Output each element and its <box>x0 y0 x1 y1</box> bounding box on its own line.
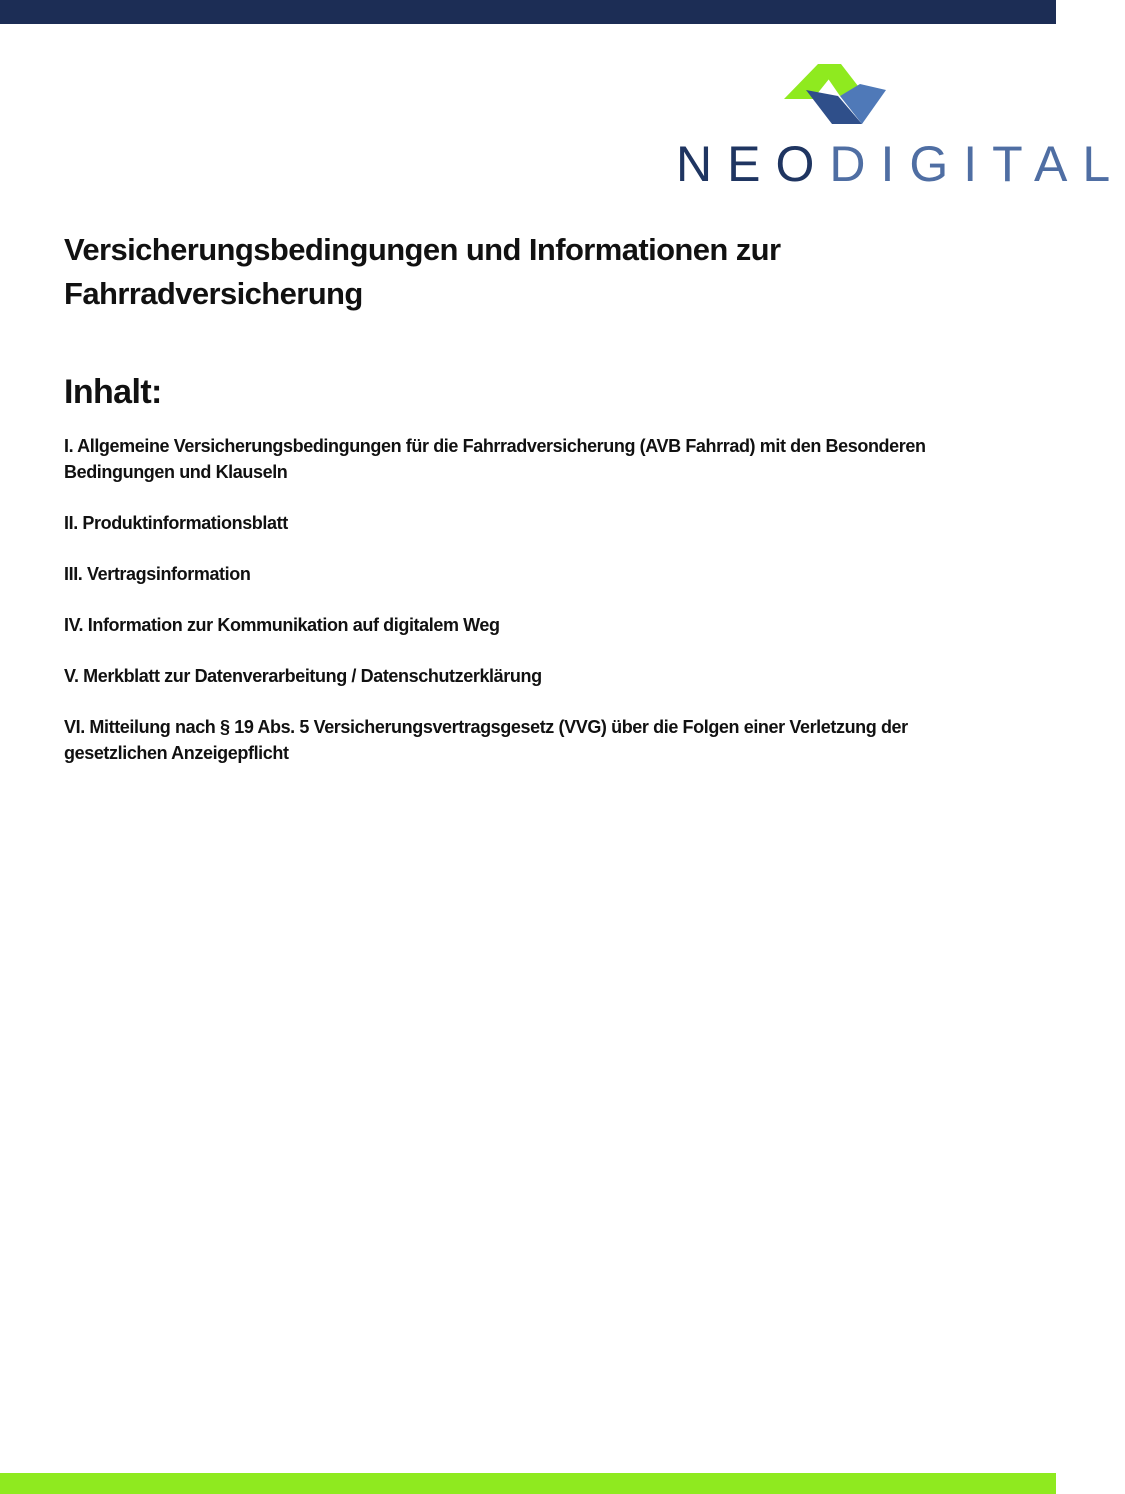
toc-item-5: V. Merkblatt zur Datenverarbeitung / Datenschutzerklärung <box>64 666 542 686</box>
toc-item-3: III. Vertragsinformation <box>64 564 251 584</box>
toc-item-6: VI. Mitteilung nach § 19 Abs. 5 Versicherungsvertragsgesetz (VVG) über die Folgen einer Verletzung der gesetzlichen Anzeigepflicht <box>64 717 908 763</box>
logo-wordmark-neo: NEO <box>676 136 830 192</box>
toc-heading: Inhalt: <box>64 373 162 411</box>
table-of-contents <box>64 433 964 791</box>
logo-wordmark-digital: DIGITAL <box>829 136 1125 192</box>
document-title: Versicherungsbedingungen und Informationen zur Fahrradversicherung <box>64 232 781 311</box>
toc-item-4: IV. Information zur Kommunikation auf digitalem Weg <box>64 615 500 635</box>
toc-item-1: I. Allgemeine Versicherungsbedingungen für die Fahrradversicherung (AVB Fahrrad) mit den Besonderen Bedingungen und Klauseln <box>64 436 926 482</box>
bottom-bar <box>0 1473 1056 1494</box>
toc-item-2: II. Produktinformationsblatt <box>64 513 288 533</box>
neodigital-diamond-logo-icon <box>782 62 886 126</box>
top-bar <box>0 0 1056 24</box>
logo-wordmark <box>676 134 1125 194</box>
neodigital-logo <box>676 58 1125 194</box>
